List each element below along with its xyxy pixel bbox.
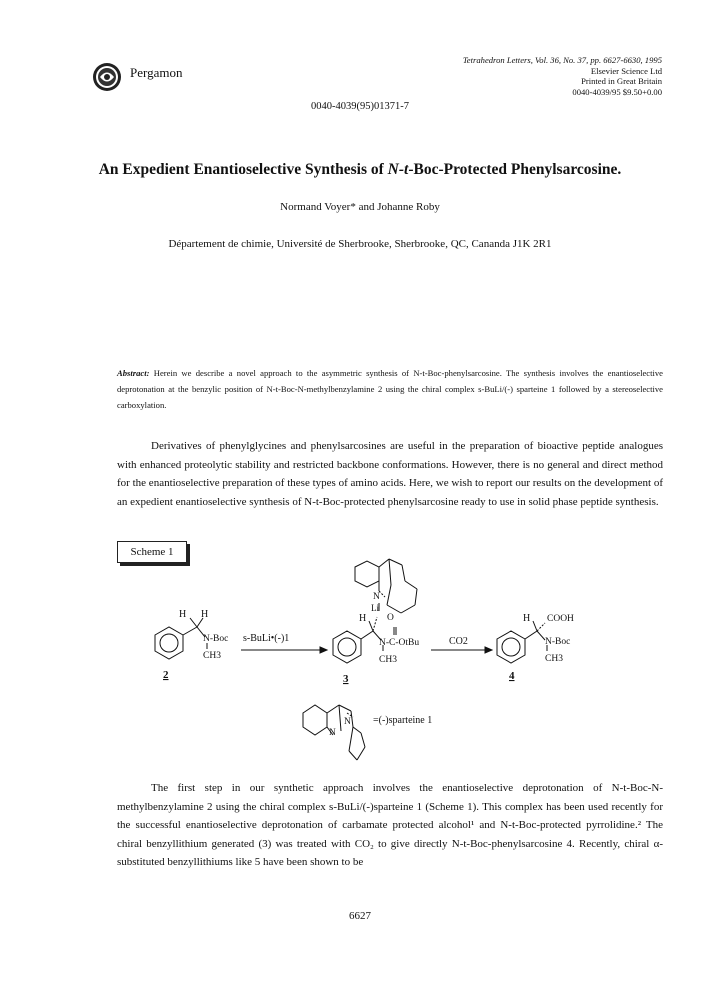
publisher-name: Pergamon <box>130 65 183 80</box>
title-part: -Boc-Protected Phenylsarcosine. <box>408 161 622 178</box>
page-number: 6627 <box>349 910 371 922</box>
li-label: Li <box>371 603 379 613</box>
compound-number-2: 2 <box>163 669 169 681</box>
title-part: An Expedient Enantioselective Synthesis of <box>98 161 388 178</box>
journal-line: Elsevier Science Ltd <box>590 65 662 76</box>
reaction-scheme <box>117 555 663 765</box>
compound-number-4: 4 <box>509 670 515 682</box>
abstract-label: Abstract: <box>117 368 150 378</box>
h-label: H <box>179 609 187 620</box>
title-italic: N-t <box>387 161 409 178</box>
doi-code: 0040-4039(95)01371-7 <box>311 101 409 112</box>
o-label: O <box>387 613 394 623</box>
h-label: H <box>523 613 531 624</box>
ch3-label: CH3 <box>203 651 221 661</box>
article-title <box>0 161 720 179</box>
n-label: N <box>329 728 336 738</box>
ch3-label: CH3 <box>545 654 563 664</box>
ncotbu-label: N-C-OtBu <box>379 638 420 648</box>
n-label: N <box>373 592 380 602</box>
reagent-2: CO2 <box>449 636 468 647</box>
cooh-label: COOH <box>547 614 574 624</box>
reagent-1: s-BuLi•(-)1 <box>243 633 290 644</box>
h-label: H <box>359 613 367 624</box>
scheme-label: Scheme 1 <box>117 541 187 563</box>
h-label: H <box>201 609 209 620</box>
journal-line: 0040-4039/95 $9.50+0.00 <box>572 86 662 97</box>
sparteine-label: =(-)sparteine 1 <box>373 715 433 726</box>
compound-2-structure <box>155 618 207 659</box>
nboc-label: N-Boc <box>545 637 571 647</box>
journal-citation <box>463 55 662 97</box>
compound-number-3: 3 <box>343 673 349 685</box>
authors: Normand Voyer* and Johanne Roby <box>280 201 440 213</box>
body-paragraph-2: The first step in our synthetic approach involves the enantioselective deprotonation of N-t-Boc-N-methylbenzylamine 2 using the chiral complex s-BuLi/(-)sparteine 1 (Scheme 1). This complex has been used recently for the successful enantioselective deprotonation of carbamate protected alcohol¹ and N-t-Boc-protected pyrrolidine.² The chiral benzyllithium generated (3) was treated with CO₂ to give directly N-t-Boc-phenylsarcosine 4. Recently, chiral α-substituted benzyllithiums like 5 have been shown to be <box>117 782 663 868</box>
arrowhead-2 <box>485 647 492 653</box>
compound-4-structure <box>497 621 547 663</box>
abstract-text: Herein we describe a novel approach to the asymmetric synthesis of N-t-Boc-phenylsarcosine. The synthesis involves the enantioselective deprotonation at the benzylic position of N-t-Boc-N-methylbenzylamine 2 using the chiral complex s-BuLi/(-) sparteine 1 followed by a stereoselective carboxylation. <box>117 368 663 410</box>
n-label: N <box>344 717 351 727</box>
publisher-logo-icon <box>92 62 122 92</box>
journal-line: Tetrahedron Letters, Vol. 36, No. 37, pp. 6627-6630, 1995 <box>462 55 662 65</box>
affiliation: Département de chimie, Université de Sherbrooke, Sherbrooke, QC, Cananda J1K 2R1 <box>168 238 552 250</box>
arrowhead-1 <box>320 647 327 653</box>
body-paragraph-1: Derivatives of phenylglycines and phenylsarcosines are useful in the preparation of bioactive peptide analogues with enhanced proteolytic stability and restricted backbone conformations. However, there is no general and direct method for the enantioselective preparation of these types of amino acids. Here, we wish to report our results on the development of an expedient enantioselective synthesis of N-t-Boc-protected phenylsarcosine ready to use in solid phase peptide synthesis. <box>117 440 663 508</box>
journal-line: Printed in Great Britain <box>581 76 662 86</box>
nboc-label: N-Boc <box>203 634 229 644</box>
abstract <box>117 365 663 413</box>
ch3-label: CH3 <box>379 655 397 665</box>
